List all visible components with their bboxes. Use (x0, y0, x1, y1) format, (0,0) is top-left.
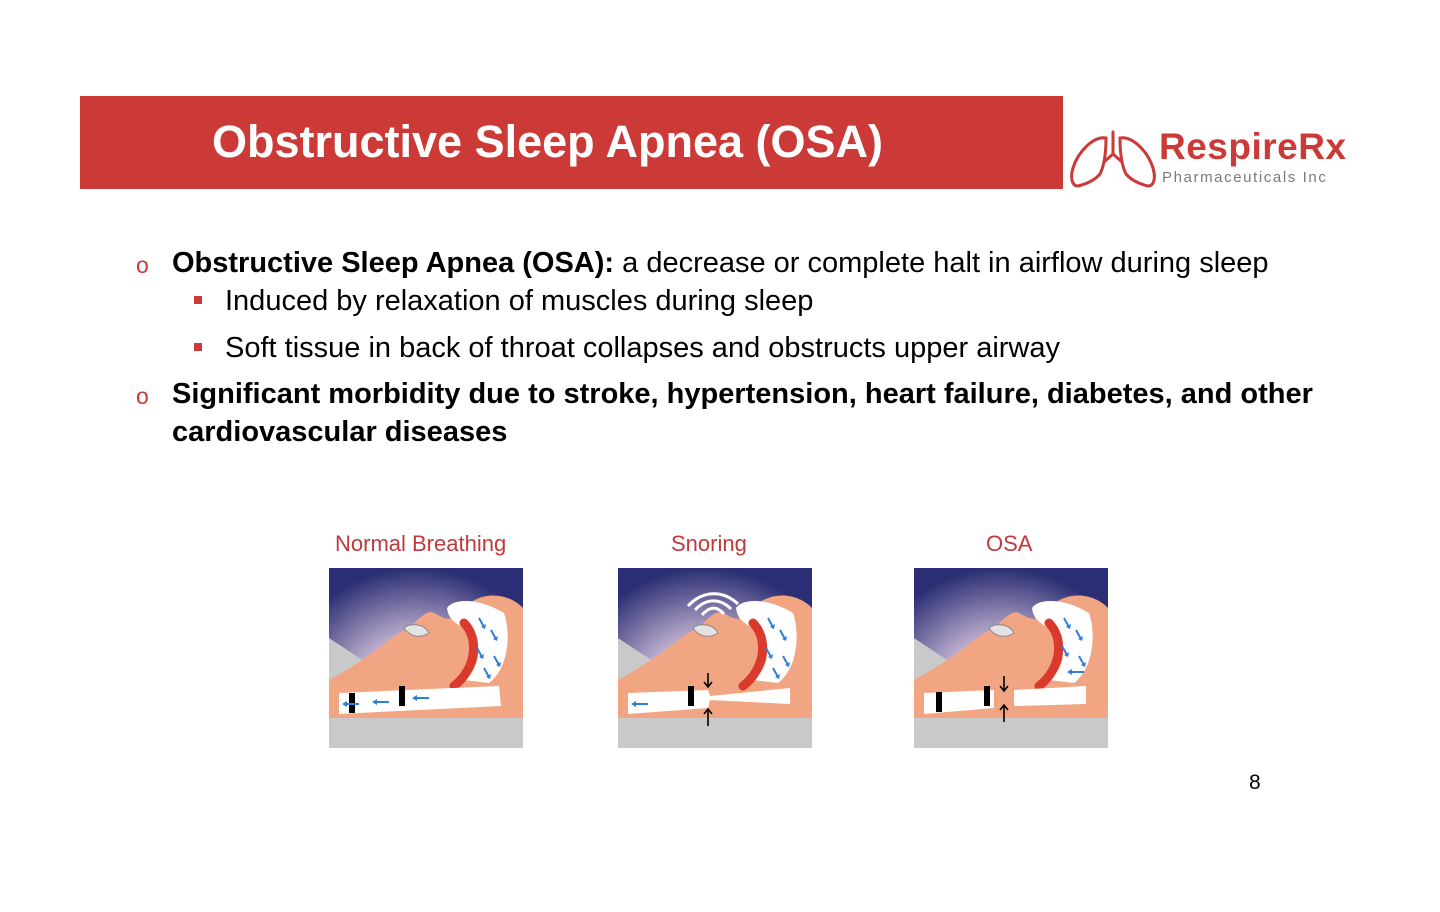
title-bar (80, 96, 1063, 189)
page-number: 8 (1249, 771, 1261, 794)
bullet-definition: a decrease or complete halt in airflow during sleep (614, 247, 1269, 279)
circle-bullet-icon: o (136, 383, 149, 409)
osa-illustration (914, 568, 1108, 748)
sub-bullet-text: Soft tissue in back of throat collapses and obstructs upper airway (225, 332, 1060, 364)
logo-subtitle: Pharmaceuticals Inc (1162, 169, 1328, 186)
caption-normal-breathing: Normal Breathing (335, 531, 507, 556)
square-bullet-icon (194, 296, 202, 304)
bullet-list (136, 244, 1316, 451)
caption-osa: OSA (986, 531, 1033, 556)
normal-breathing-illustration (329, 568, 523, 748)
sub-bullet-item (136, 282, 1316, 320)
sub-bullet-text: Induced by relaxation of muscles during sleep (225, 285, 814, 317)
sub-bullet-item (136, 329, 1316, 367)
square-bullet-icon (194, 343, 202, 351)
snoring-illustration (618, 568, 812, 748)
bullet-term: Obstructive Sleep Apnea (OSA): (172, 247, 615, 279)
circle-bullet-icon: o (136, 252, 149, 278)
bullet-morbidity (136, 375, 1316, 451)
logo-name: RespireRx (1159, 126, 1347, 167)
page-title: Obstructive Sleep Apnea (OSA) (212, 116, 883, 167)
lungs-icon (1068, 128, 1158, 190)
company-logo (1068, 124, 1358, 190)
bullet-morbidity-text: Significant morbidity due to stroke, hypertension, heart failure, diabetes, and other cardiovascular diseases (172, 378, 1313, 448)
caption-snoring: Snoring (671, 531, 747, 556)
bullet-osa-definition (136, 244, 1316, 282)
